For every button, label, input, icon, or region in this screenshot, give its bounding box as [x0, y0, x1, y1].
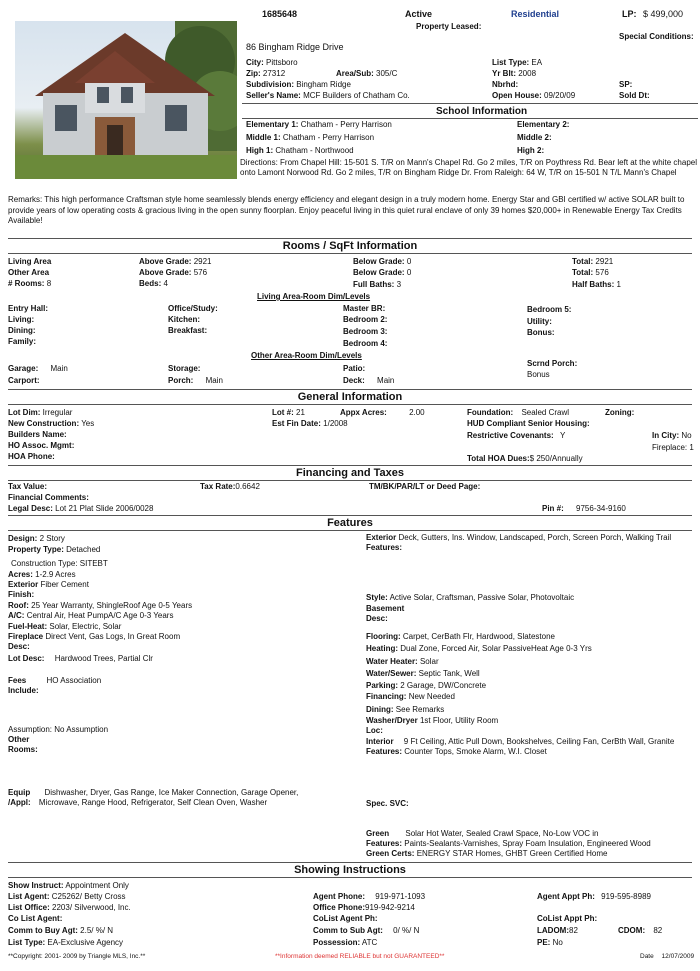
deck-field: Deck: Main — [343, 376, 395, 385]
acres-field: Acres: 1-2.9 Acres — [8, 570, 76, 579]
other-rooms-label2: Rooms: — [8, 745, 38, 754]
directions: Directions: From Chapel Hill: 15-501 S. T/R on Mann's Chapel Rd. Go 2 miles, T/R on Poythress Rd. Bear left at the white chapel onto Lamont Norwood Rd. Go 2 miles, T/R on Bingham Ridge Dr. From Raleigh: 64 W, T/R on 15-501 N T/L Mann's Chapel — [240, 158, 697, 177]
green-features-field-2: Features: Paints-Sealants-Varnishes, Spray Foam Insulation, Engineered Wood — [366, 839, 651, 848]
hoa-dues-field: Total HOA Dues:$ 250/Annually — [467, 454, 583, 463]
family-label: Family: — [8, 337, 37, 346]
print-date: Date 12/07/2009 — [640, 953, 695, 960]
financing-section-title: Financing and Taxes — [296, 467, 404, 479]
living-area-label: Living Area — [8, 257, 52, 266]
above-grade-other: Above Grade: 576 — [139, 268, 208, 277]
colist-appt-phone-label: CoList Appt Ph: — [537, 914, 598, 923]
agent-phone-field: Agent Phone: 919-971-1093 — [313, 892, 426, 901]
property-type: Residential — [511, 9, 560, 19]
builders-name-label: Builders Name: — [8, 430, 67, 439]
office-phone-field: Office Phone:919-942-9214 — [313, 903, 415, 912]
list-type-field: List Type: EA — [492, 58, 543, 67]
water-heater-field: Water Heater: Solar — [366, 657, 439, 666]
lp-label: LP: — [622, 9, 637, 19]
spec-svc-label: Spec. SVC: — [366, 799, 409, 808]
copyright: **Copyright: 2001- 2009 by Triangle MLS, Inc.** — [8, 953, 146, 960]
tax-rate-field: Tax Rate:0.6642 — [200, 482, 260, 491]
city-field: City: Pittsboro — [246, 58, 298, 67]
patio-label: Patio: — [343, 364, 366, 373]
exterior-finish-field: Exterior Fiber Cement — [8, 580, 89, 589]
bedroom-3-label: Bedroom 3: — [343, 327, 388, 336]
appx-acres-field: Appx Acres: 2.00 — [340, 408, 425, 417]
high-1: High 1: Chatham - Northwood — [246, 146, 354, 155]
roof-field: Roof: 25 Year Warranty, ShingleRoof Age 0-5 Years — [8, 601, 193, 610]
green-certs-field: Green Certs: ENERGY STAR Homes, GHBT Green Certified Home — [366, 849, 608, 858]
middle-1: Middle 1: Chatham - Perry Harrison — [246, 133, 375, 142]
lot-desc-field: Lot Desc: Hardwood Trees, Partial Clr — [8, 654, 153, 663]
zip-field: Zip: 27312 — [246, 69, 286, 78]
equip-field: Equip Dishwasher, Dryer, Gas Range, Ice Maker Connection, Garage Opener, — [8, 788, 299, 797]
remarks: Remarks: This high performance Craftsman style home seamlessly blends energy efficiency and elegant design in a truly modern home. Energy Star and GBI certified w/ active SOLAR built to provide years of low operating costs & gracious living in the open sunny floorplan. Enjoy peaceful living in this quiet rural enclave of only 39 homes $20,000+ in Renewable Energy Tax Credits Available! — [8, 195, 685, 225]
ac-field: A/C: Central Air, Heat PumpA/C Age 0-3 Years — [8, 611, 174, 620]
general-divider-top — [8, 389, 692, 390]
elementary-1: Elementary 1: Chatham - Perry Harrison — [246, 120, 392, 129]
fees-include-label: Include: — [8, 686, 39, 695]
entry-hall-label: Entry Hall: — [8, 304, 49, 313]
financing-divider-top — [8, 465, 692, 466]
showing-divider-top — [8, 862, 692, 863]
lot-number-field: Lot #: 21 — [272, 408, 305, 417]
fireplace-desc-label2: Desc: — [8, 642, 30, 651]
other-rooms-label: Other — [8, 735, 30, 744]
ladom-field: LADOM:82 — [537, 926, 578, 935]
basement-desc-label: Desc: — [366, 614, 388, 623]
master-br-label: Master BR: — [343, 304, 386, 313]
bedroom-5-label: Bedroom 5: — [527, 305, 572, 314]
show-instruct-field: Show Instruct: Appointment Only — [8, 881, 129, 890]
washer-dryer-field: Washer/Dryer 1st Floor, Utility Room — [366, 716, 499, 725]
num-rooms: # Rooms: 8 — [8, 279, 52, 288]
half-baths: Half Baths: 1 — [572, 280, 621, 289]
design-field: Design: 2 Story — [8, 534, 65, 543]
bedroom-2-label: Bedroom 2: — [343, 315, 388, 324]
list-price: $ 499,000 — [643, 9, 684, 19]
kitchen-label: Kitchen: — [168, 315, 200, 324]
parking-field: Parking: 2 Garage, DW/Concrete — [366, 681, 487, 690]
ho-assoc-label: HO Assoc. Mgmt: — [8, 441, 75, 450]
hoa-phone-label: HOA Phone: — [8, 452, 55, 461]
exterior-features-label2: Features: — [366, 543, 403, 552]
seller-field: Seller's Name: MCF Builders of Chatham Co. — [246, 91, 410, 100]
below-grade-living: Below Grade: 0 — [353, 257, 412, 266]
bonus-value: Bonus — [527, 370, 550, 379]
showing-section-title: Showing Instructions — [294, 864, 406, 876]
open-house-field: Open House: 09/20/09 — [492, 91, 576, 100]
middle-2-label: Middle 2: — [517, 133, 552, 142]
features-divider-bottom — [8, 530, 692, 531]
list-type-field-2: List Type: EA-Exclusive Agency — [8, 938, 124, 947]
total-other: Total: 576 — [572, 268, 609, 277]
features-section-title: Features — [327, 517, 373, 529]
interior-features-field-2: Features: Counter Tops, Smoke Alarm, W.I. Closet — [366, 747, 547, 756]
address: 86 Bingham Ridge Drive — [246, 42, 344, 52]
washer-dryer-loc-label: Loc: — [366, 726, 383, 735]
hud-label: HUD Compliant Senior Housing: — [467, 419, 590, 428]
total-living: Total: 2921 — [572, 257, 614, 266]
co-list-agent-label: Co List Agent: — [8, 914, 63, 923]
bonus-label: Bonus: — [527, 328, 555, 337]
zoning-label: Zoning: — [605, 408, 635, 417]
special-conditions-label: Special Conditions: — [619, 32, 694, 41]
in-city-field: In City: No — [652, 431, 692, 440]
above-grade-living: Above Grade: 2921 — [139, 257, 212, 266]
flooring-field: Flooring: Carpet, CerBath Flr, Hardwood, Slatestone — [366, 632, 555, 641]
subdivision-field: Subdivision: Bingham Ridge — [246, 80, 351, 89]
scrnd-porch-label: Scrnd Porch: — [527, 359, 578, 368]
sold-dt-label: Sold Dt: — [619, 91, 650, 100]
dining-label: Dining: — [8, 326, 36, 335]
school-divider-top — [242, 103, 698, 104]
fuel-heat-field: Fuel-Heat: Solar, Electric, Solar — [8, 622, 122, 631]
general-divider-bottom — [8, 404, 692, 405]
foundation-field: Foundation: Sealed Crawl — [467, 408, 570, 417]
porch-field: Porch: Main — [168, 376, 223, 385]
tm-bk-label: TM/BK/PAR/LT or Deed Page: — [369, 482, 481, 491]
mls-number: 1685648 — [262, 9, 298, 19]
basement-label: Basement — [366, 604, 405, 613]
financial-comments-label: Financial Comments: — [8, 493, 89, 502]
nbrhd-label: Nbrhd: — [492, 80, 519, 89]
equip-field-2: /Appl: Microwave, Range Hood, Refrigerator, Self Clean Oven, Washer — [8, 798, 268, 807]
fees-field: Fees HO Association — [8, 676, 102, 685]
colist-agent-phone-label: CoList Agent Ph: — [313, 914, 378, 923]
assumption-field: Assumption: No Assumption — [8, 725, 109, 734]
status: Active — [405, 9, 433, 19]
house-photo-illustration — [15, 21, 237, 179]
construction-type: Construction Type: SITEBT — [11, 559, 108, 568]
comm-buy-agt-field: Comm to Buy Agt: 2.5/ %/ N — [8, 926, 114, 935]
living-label: Living: — [8, 315, 35, 324]
agent-appt-phone-field: Agent Appt Ph: 919-595-8989 — [537, 892, 651, 901]
office-label: Office/Study: — [168, 304, 218, 313]
dining-field: Dining: See Remarks — [366, 705, 445, 714]
rooms-section-title: Rooms / SqFt Information — [282, 240, 418, 252]
property-type-field: Property Type: Detached — [8, 545, 101, 554]
fireplace-desc-field: Fireplace Direct Vent, Gas Logs, In Great Room — [8, 632, 181, 641]
tax-value-label: Tax Value: — [8, 482, 47, 491]
carport-label: Carport: — [8, 376, 40, 385]
est-fin-date-field: Est Fin Date: 1/2008 — [272, 419, 348, 428]
elementary-2-label: Elementary 2: — [517, 120, 570, 129]
list-agent-field: List Agent: C25262/ Betty Cross — [8, 892, 126, 901]
beds: Beds: 4 — [139, 279, 168, 288]
showing-divider-bottom — [8, 877, 692, 878]
features-divider-top — [8, 515, 692, 516]
cdom-field: CDOM: 82 — [618, 926, 663, 935]
pin-field: Pin #: 9756-34-9160 — [542, 504, 626, 513]
rooms-divider-bottom — [8, 253, 692, 254]
comm-sub-agt-field: Comm to Sub Agt: 0/ %/ N — [313, 926, 420, 935]
storage-label: Storage: — [168, 364, 201, 373]
property-leased-label: Property Leased: — [416, 22, 482, 31]
property-photo — [15, 21, 237, 179]
exterior-finish-label2: Finish: — [8, 590, 35, 599]
living-dims-heading: Living Area-Room Dim/Levels — [257, 292, 371, 301]
school-divider-bottom — [242, 118, 698, 119]
financing-divider-bottom — [8, 480, 692, 481]
financing-field: Financing: New Needed — [366, 692, 455, 701]
utility-label: Utility: — [527, 317, 552, 326]
breakfast-label: Breakfast: — [168, 326, 208, 335]
green-features-field: Green Solar Hot Water, Sealed Crawl Space, No-Low VOC in — [366, 829, 599, 838]
sp-label: SP: — [619, 80, 633, 89]
lot-dim-field: Lot Dim: Irregular — [8, 408, 73, 417]
disclaimer: **Information deemed RELIABLE but not GUARANTEED** — [275, 953, 445, 960]
water-sewer-field: Water/Sewer: Septic Tank, Well — [366, 669, 480, 678]
general-section-title: General Information — [297, 391, 403, 403]
style-field: Style: Active Solar, Craftsman, Passive Solar, Photovoltaic — [366, 593, 575, 602]
list-office-field: List Office: 2203/ Silverwood, Inc. — [8, 903, 131, 912]
pe-field: PE: No — [537, 938, 563, 947]
below-grade-other: Below Grade: 0 — [353, 268, 412, 277]
interior-features-field: Interior 9 Ft Ceiling, Attic Pull Down, Bookshelves, Ceiling Fan, CerBth Wall, Granite — [366, 737, 675, 746]
legal-desc-field: Legal Desc: Lot 21 Plat Slide 2006/0028 — [8, 504, 154, 513]
full-baths: Full Baths: 3 — [353, 280, 402, 289]
heating-field: Heating: Dual Zone, Forced Air, Solar PassiveHeat Age 0-3 Yrs — [366, 644, 592, 653]
exterior-features-field: Exterior Deck, Gutters, Ins. Window, Landscaped, Porch, Screen Porch, Walking Trail — [366, 533, 672, 542]
school-section-title: School Information — [436, 106, 528, 117]
possession-field: Possession: ATC — [313, 938, 378, 947]
garage-field: Garage: Main — [8, 364, 68, 373]
area-field: Area/Sub: 305/C — [336, 69, 398, 78]
fireplace-field: Fireplace: 1 — [652, 443, 694, 452]
yr-blt-field: Yr Blt: 2008 — [492, 69, 537, 78]
new-construction-field: New Construction: Yes — [8, 419, 95, 428]
rooms-divider-top — [8, 238, 692, 239]
other-area-label: Other Area — [8, 268, 50, 277]
other-dims-heading: Other Area-Room Dim/Levels — [251, 351, 362, 360]
bedroom-4-label: Bedroom 4: — [343, 339, 388, 348]
high-2-label: High 2: — [517, 146, 545, 155]
restrictive-covenants-field: Restrictive Covenants: Y — [467, 431, 566, 440]
